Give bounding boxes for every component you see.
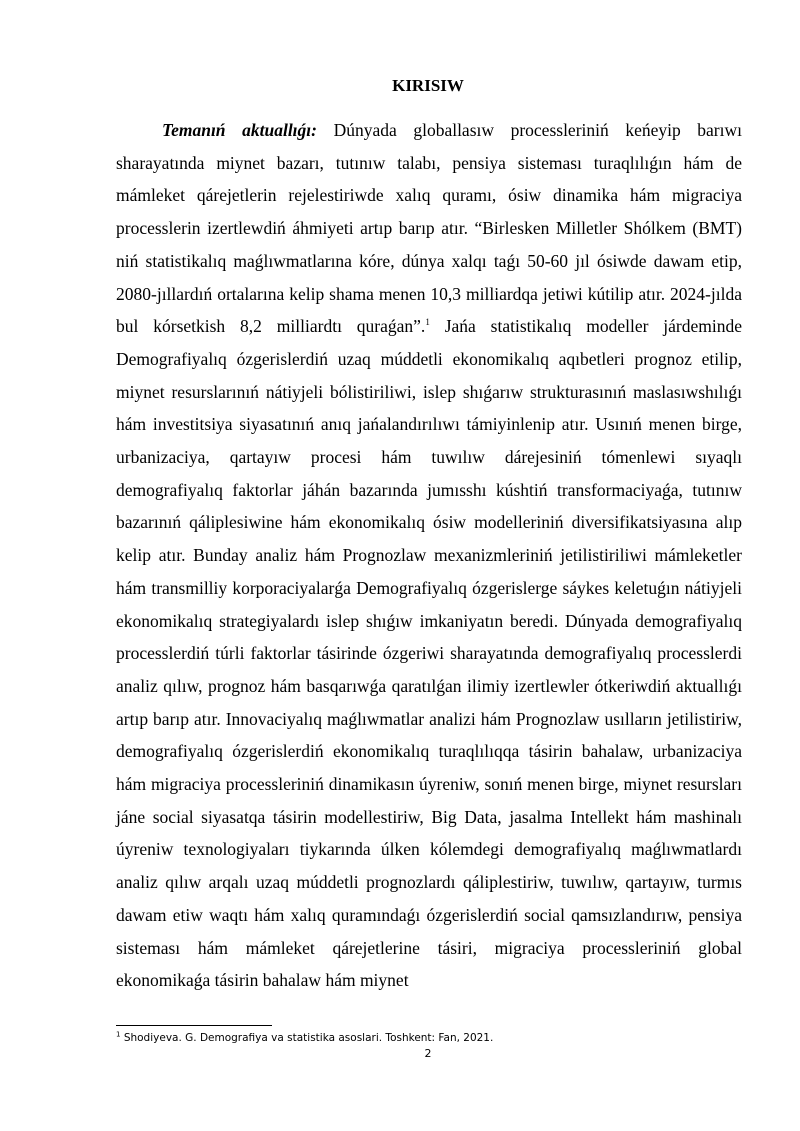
footnote-text: Shodiyeva. G. Demografiya va statistika asoslari. Toshkent: Fan, 2021.	[123, 1032, 494, 1044]
footnote-number: 1	[116, 1030, 121, 1039]
body-paragraph	[116, 114, 742, 997]
page-number: 2	[424, 1047, 432, 1060]
lead-phrase: Temanıń aktuallıǵı:	[162, 120, 317, 140]
page-title: KIRISIW	[392, 76, 464, 95]
footnote-reference[interactable]: 1	[425, 317, 430, 328]
paragraph-text-part2: Jańa statistikalıq modeller járdeminde Demografiyalıq ózgerislerdiń uzaq múddetli ekonomikalıq aqıbetleri prognoz etilip, miynet resurslarınıń nátiyjeli bólistiriliwi, islep shıǵarıw strukturasınıń maslasıwshılıǵı hám investitsiya siyasatınıń anıq jańalandırılıwı támiyinlenip atır. Usınıń menen birge, urbanizaciya, qartayıw procesi hám tuwılıw dárejesiniń tómenlewi sıyaqlı demografiyalıq faktorlar jáhán bazarında jumısshı kúshtiń transformaciyaǵa, tutınıw bazarınıń qáliplesiwine hám ekonomikalıq ósiw modelleriniń diversifikatsiyasına alıp kelip atır. Bunday analiz hám Prognozlaw mexanizmleriniń jetilistiriliwi mámleketler hám transmilliy korporaciyalarǵa Demografiyalıq ózgerislerge sáykes keletuǵın nátiyjeli ekonomikalıq strategiyalardı islep shıǵıw imkaniyatın beredi. Dúnyada demografiyalıq processlerdiń túrli faktorlar tásirinde ózgeriwi sharayatında demografiyalıq processlerdi analiz qılıw, prognoz hám basqarıwǵa qaratılǵan ilimiy izertlewler ótkeriwdiń aktuallıǵı artıp barıp atır. Innovaciyalıq maǵlıwmatlar analizi hám Prognozlaw usılların jetilistiriw, demografiyalıq ózgerislerdiń ekonomikalıq turaqlılıqqa tásirin bahalaw, urbanizaciya hám migraciya processleriniń dinamikasın úyreniw, sonıń menen birge, miynet resursları jáne social siyasatqa tásirin modellestiriw, Big Data, jasalma Intellekt hám mashinalı úyreniw texnologiyaları tiykarında úlken kólemdegi demografiyalıq maǵlıwmatlardı analiz qılıw arqalı uzaq múddetli prognozlardı qáliplestiriw, tuwılıw, qartayıw, turmıs dawam etiw waqtı hám xalıq quramındaǵı ózgerislerdiń social qamsızlandırıw, pensiya sisteması hám mámleket qárejetlerine tásiri, migraciya processleriniń global ekonomikaǵa tásirin bahalaw hám miynet	[116, 316, 743, 991]
footnote-separator	[116, 1025, 272, 1026]
footnote	[116, 1031, 742, 1045]
paragraph-text-part1: Dúnyada globallasıw processleriniń keńeyip barıwı sharayatında miynet bazarı, tutınıw talabı, pensiya sisteması turaqlılıǵın hám de mámleket qárejetlerin rejelestiriwde xalıq quramı, ósiw dinamika hám migraciya processlerin izertlewdiń áhmiyeti artıp barıp atır. “Birlesken Milletler Shólkem (BMT) niń statistikalıq maǵlıwmatlarına kóre, dúnya xalqı taǵı 50-60 jıl ósiwde dawam etip, 2080-jıllardıń ortalarına kelip shama menen 10,3 milliardqa jetiwi kútilip atır. 2024-jılda bul kórsetkish 8,2 milliardtı quraǵan”.	[116, 120, 743, 337]
